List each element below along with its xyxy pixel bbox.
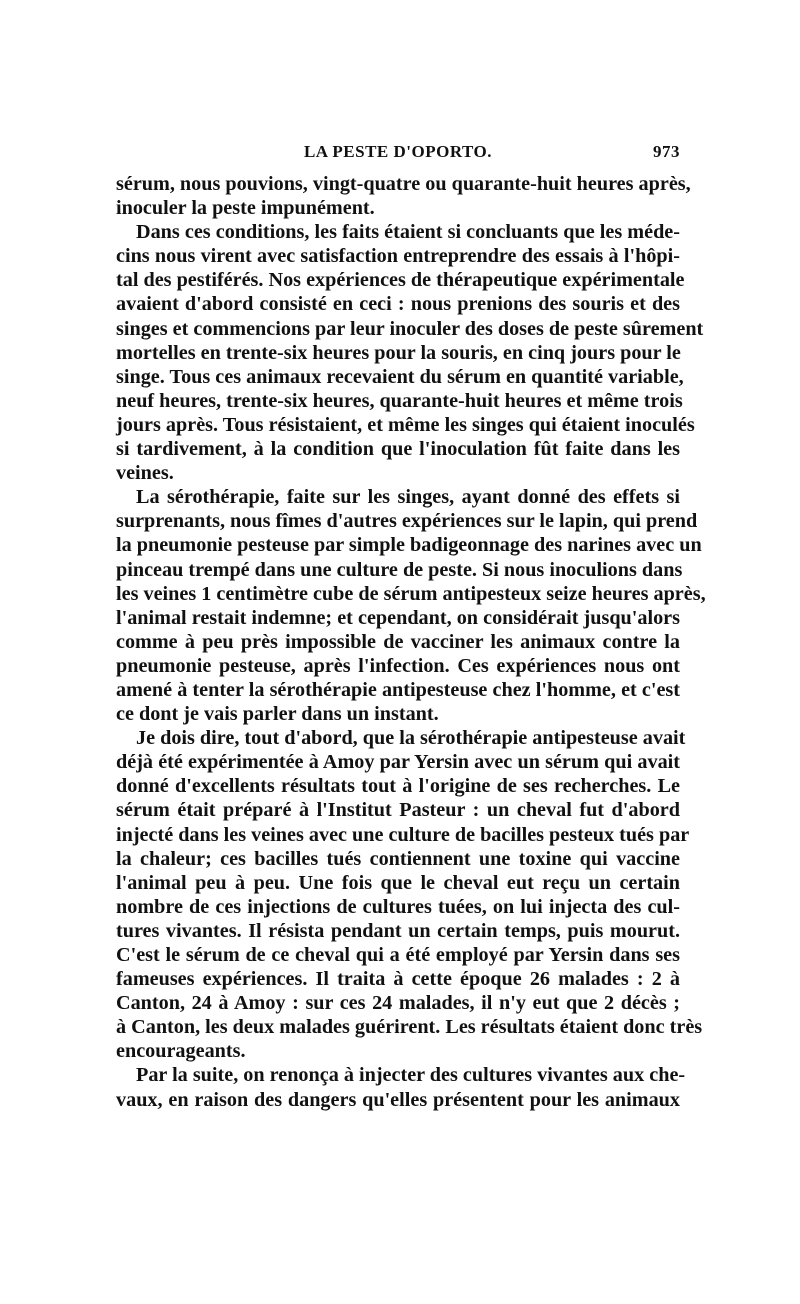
- text-line: comme à peu près impossible de vacciner les animaux contre la: [116, 630, 680, 653]
- paragraph: [116, 220, 704, 485]
- text-line: l'animal peu à peu. Une fois que le cheval eut reçu un certain: [116, 871, 680, 894]
- text-line: singes et commencions par leur inoculer des doses de peste sûrement: [116, 317, 704, 340]
- text-line: La sérothérapie, faite sur les singes, ayant donné des effets si: [136, 486, 680, 509]
- text-line: inoculer la peste impunément.: [116, 197, 375, 220]
- text-line: vaux, en raison des dangers qu'elles présentent pour les animaux: [116, 1088, 680, 1111]
- text-line: Par la suite, on renonça à injecter des cultures vivantes aux che-: [136, 1064, 686, 1087]
- text-line: sérum, nous pouvions, vingt-quatre ou quarante-huit heures après,: [116, 173, 691, 195]
- text-line: pneumonie pesteuse, après l'infection. Ces expériences nous ont: [116, 654, 680, 677]
- text-line: avaient d'abord consisté en ceci : nous prenions des souris et des: [116, 293, 680, 316]
- text-line: l'animal restait indemne; et cependant, on considérait jusqu'alors: [116, 606, 680, 629]
- paragraph: [116, 172, 691, 220]
- text-line: ce dont je vais parler dans un instant.: [116, 703, 439, 726]
- paragraph: [116, 726, 703, 1063]
- text-line: neuf heures, trente-six heures, quarante-huit heures et même trois: [116, 389, 683, 412]
- paragraph: [116, 485, 706, 726]
- text-line: nombre de ces injections de cultures tuées, on lui injecta des cul-: [116, 895, 680, 918]
- text-line: déjà été expérimentée à Amoy par Yersin avec un sérum qui avait: [116, 751, 680, 774]
- running-title: LA PESTE D'OPORTO.: [303, 142, 493, 161]
- running-head: [116, 136, 680, 172]
- text-line: Je dois dire, tout d'abord, que la sérothérapie antipesteuse avait: [136, 727, 686, 750]
- text-line: mortelles en trente-six heures pour la souris, en cinq jours pour le: [116, 341, 681, 364]
- text-line: cins nous virent avec satisfaction entreprendre des essais à l'hôpi-: [116, 245, 680, 268]
- book-page: [116, 136, 706, 1112]
- text-line: à Canton, les deux malades guérirent. Les résultats étaient donc très: [116, 1016, 703, 1039]
- paragraph: [116, 1063, 686, 1111]
- text-line: Dans ces conditions, les faits étaient si concluants que les méde-: [136, 221, 680, 244]
- page-number: 973: [653, 142, 680, 161]
- body-text: [116, 172, 706, 1112]
- text-line: la chaleur; ces bacilles tués contiennent une toxine qui vaccine: [116, 847, 680, 870]
- text-line: fameuses expériences. Il traita à cette époque 26 malades : 2 à: [116, 968, 680, 991]
- text-line: la pneumonie pesteuse par simple badigeonnage des narines avec un: [116, 534, 702, 557]
- text-line: sérum était préparé à l'Institut Pasteur : un cheval fut d'abord: [116, 799, 680, 822]
- text-line: surprenants, nous fîmes d'autres expériences sur le lapin, qui prend: [116, 510, 698, 533]
- text-line: Canton, 24 à Amoy : sur ces 24 malades, il n'y eut que 2 décès ;: [116, 992, 680, 1015]
- text-line: veines.: [116, 462, 174, 485]
- text-line: amené à tenter la sérothérapie antipesteuse chez l'homme, et c'est: [116, 678, 680, 701]
- text-line: les veines 1 centimètre cube de sérum antipesteux seize heures après,: [116, 582, 706, 605]
- text-line: si tardivement, à la condition que l'inoculation fût faite dans les: [116, 438, 680, 461]
- text-line: C'est le sérum de ce cheval qui a été employé par Yersin dans ses: [116, 944, 680, 966]
- text-line: donné d'excellents résultats tout à l'origine de ses recherches. Le: [116, 775, 680, 798]
- text-line: tal des pestiférés. Nos expériences de thérapeutique expérimentale: [116, 269, 685, 292]
- text-line: tures vivantes. Il résista pendant un certain temps, puis mourut.: [116, 919, 680, 942]
- text-line: injecté dans les veines avec une culture de bacilles pesteux tués par: [116, 823, 690, 846]
- text-line: jours après. Tous résistaient, et même les singes qui étaient inoculés: [116, 413, 695, 436]
- text-line: encourageants.: [116, 1040, 246, 1063]
- text-line: singe. Tous ces animaux recevaient du sérum en quantité variable,: [116, 365, 684, 388]
- text-line: pinceau trempé dans une culture de peste. Si nous inoculions dans: [116, 558, 683, 581]
